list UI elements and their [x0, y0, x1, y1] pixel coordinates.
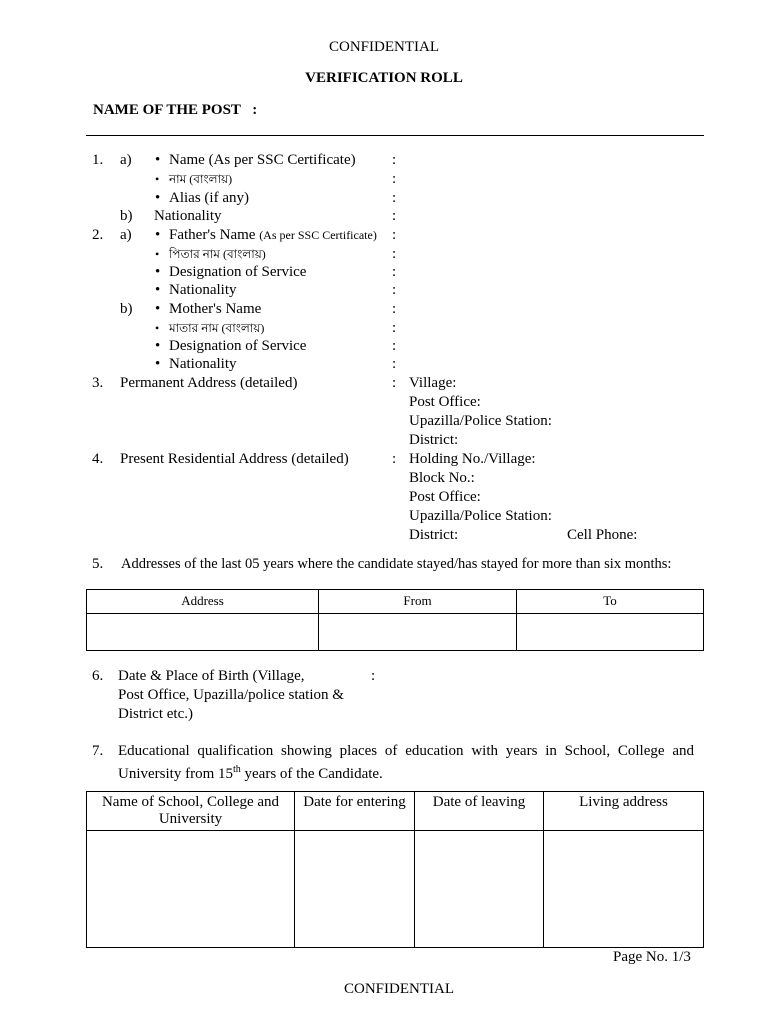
- perm-post-office-label: Post Office:: [409, 394, 481, 410]
- colon: :: [392, 190, 397, 206]
- mother-designation-label: • Designation of Service: [169, 337, 306, 355]
- item-number-4: 4.: [92, 451, 104, 467]
- father-designation-label: • Designation of Service: [169, 263, 306, 281]
- birth-line-3: District etc.): [118, 706, 193, 722]
- father-bangla-label: • পিতার নাম (বাংলায়): [169, 245, 266, 263]
- pres-block-label: Block No.:: [409, 470, 475, 486]
- perm-district-label: District:: [409, 432, 459, 448]
- mother-bangla-label: • মাতার নাম (বাংলায়): [169, 319, 264, 337]
- alias-label: • Alias (if any): [169, 189, 249, 207]
- mother-nationality-label: • Nationality: [169, 355, 237, 373]
- school-name-cell[interactable]: [87, 831, 295, 948]
- table-header-row: [87, 792, 704, 831]
- post-label-text: NAME OF THE POST: [93, 102, 241, 118]
- item-1a: a): [120, 152, 132, 168]
- item-number-6: 6.: [92, 668, 104, 684]
- colon: :: [392, 320, 397, 336]
- item-number-7: 7.: [92, 743, 104, 759]
- from-cell[interactable]: [319, 614, 517, 651]
- colon: :: [392, 208, 397, 224]
- confidential-header: CONFIDENTIAL: [329, 39, 439, 55]
- header-divider: [86, 135, 704, 136]
- pres-upazilla-label: Upazilla/Police Station:: [409, 508, 552, 524]
- item-number-5: 5.: [92, 556, 104, 572]
- table-row: [87, 831, 704, 948]
- item-number-1: 1.: [92, 152, 104, 168]
- name-of-post-label: [93, 101, 257, 119]
- column-header-date-entering: Date for entering: [295, 792, 415, 831]
- column-header-living-address: Living address: [544, 792, 704, 831]
- present-address-label: Present Residential Address (detailed): [120, 451, 349, 467]
- colon: :: [392, 264, 397, 280]
- item-number-2: 2.: [92, 227, 104, 243]
- education-line-2: [118, 761, 383, 783]
- column-header-school-name: Name of School, College and University: [87, 792, 295, 831]
- name-ssc-label: • Name (As per SSC Certificate): [169, 151, 356, 169]
- colon: :: [392, 375, 397, 391]
- pres-post-office-label: Post Office:: [409, 489, 481, 505]
- colon: :: [392, 246, 397, 262]
- date-leaving-cell[interactable]: [415, 831, 544, 948]
- nationality-label: Nationality: [154, 208, 222, 224]
- birth-line-2: Post Office, Upazilla/police station &: [118, 687, 344, 703]
- colon: :: [392, 356, 397, 372]
- table-row: [87, 614, 704, 651]
- address-cell[interactable]: [87, 614, 319, 651]
- section5-text: Addresses of the last 05 years where the candidate stayed/has stayed for more than six months:: [121, 556, 672, 572]
- post-colon: :: [252, 102, 258, 118]
- pres-holding-label: Holding No./Village:: [409, 451, 536, 467]
- colon: :: [392, 171, 397, 187]
- colon: :: [392, 451, 397, 467]
- item-1b: b): [120, 208, 133, 224]
- education-line-1: Educational qualification showing places of education with years in School, College and: [118, 743, 694, 759]
- father-name-text: Father's Name: [169, 227, 256, 243]
- document-title: VERIFICATION ROLL: [305, 70, 463, 86]
- mother-name-label: • Mother's Name: [169, 300, 261, 318]
- living-address-cell[interactable]: [544, 831, 704, 948]
- father-name-label: [169, 226, 377, 244]
- education-table: [86, 791, 704, 948]
- colon: :: [392, 301, 397, 317]
- item-2a: a): [120, 227, 132, 243]
- item-2b: b): [120, 301, 133, 317]
- addresses-table: [86, 589, 704, 651]
- pres-district-label: District:: [409, 527, 459, 543]
- education-line-2-sup: th: [232, 764, 241, 775]
- pres-cell-phone-label: Cell Phone:: [567, 527, 638, 543]
- table-header-row: [87, 590, 704, 614]
- confidential-footer: CONFIDENTIAL: [344, 981, 454, 997]
- column-header-to: To: [517, 590, 704, 614]
- father-name-note: (As per SSC Certificate): [259, 228, 377, 242]
- permanent-address-label: Permanent Address (detailed): [120, 375, 298, 391]
- father-nationality-label: • Nationality: [169, 281, 237, 299]
- birth-line-1: Date & Place of Birth (Village,: [118, 668, 305, 684]
- colon: :: [392, 282, 397, 298]
- date-entering-cell[interactable]: [295, 831, 415, 948]
- colon: :: [392, 338, 397, 354]
- to-cell[interactable]: [517, 614, 704, 651]
- perm-village-label: Village:: [409, 375, 457, 391]
- page-number: Page No. 1/3: [613, 949, 691, 965]
- education-line-2-post: years of the Candidate.: [240, 766, 383, 782]
- column-header-from: From: [319, 590, 517, 614]
- perm-upazilla-label: Upazilla/Police Station:: [409, 413, 552, 429]
- colon: :: [392, 227, 397, 243]
- colon: :: [392, 152, 397, 168]
- item-number-3: 3.: [92, 375, 104, 391]
- name-bangla-label: • নাম (বাংলায়): [169, 170, 232, 188]
- education-line-2-pre: University from 15: [118, 766, 233, 782]
- column-header-address: Address: [87, 590, 319, 614]
- column-header-date-leaving: Date of leaving: [415, 792, 544, 831]
- colon: :: [371, 668, 376, 684]
